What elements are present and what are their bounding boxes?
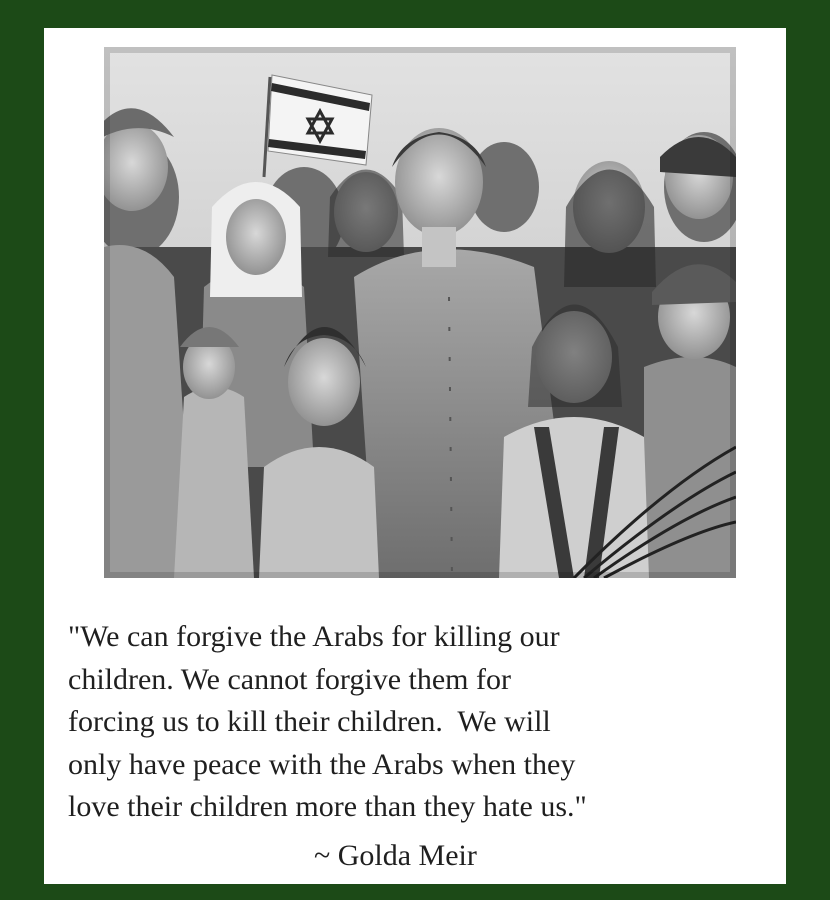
quote-card [44,28,786,884]
quote-attribution: ~ Golda Meir [314,839,477,872]
quote-line: love their children more than they hate us." [68,790,587,823]
quote-text [68,616,768,829]
quote-line: forcing us to kill their children. We will [68,705,551,738]
photo-illustration [104,47,736,578]
quote-line: children. We cannot forgive them for [68,662,511,696]
quote-line: only have peace with the Arabs when they [68,747,576,781]
quote-line: "We can forgive the Arabs for killing our [68,620,560,653]
black-and-white-group-photo [104,47,736,578]
